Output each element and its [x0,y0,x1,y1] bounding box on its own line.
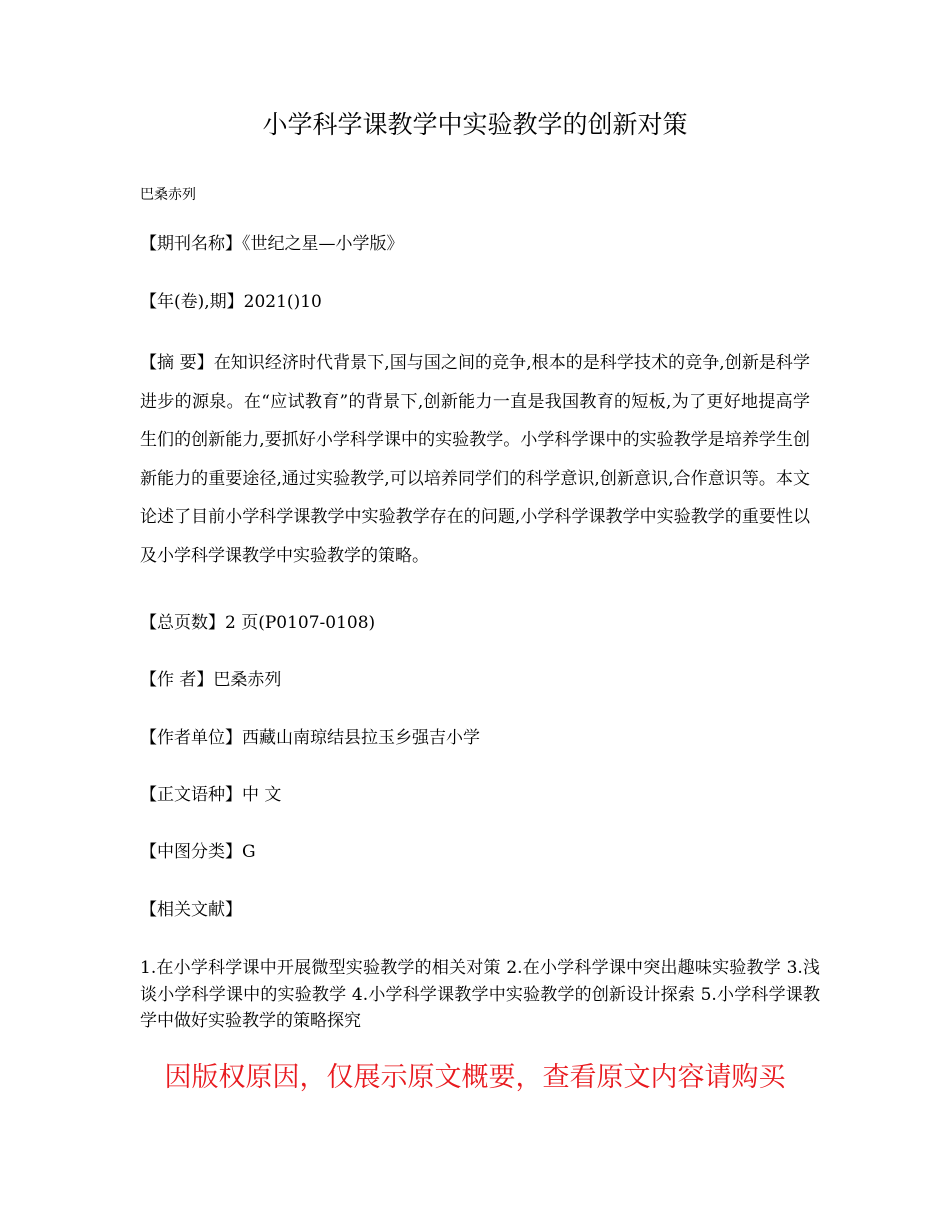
abstract-paragraph: 【摘 要】在知识经济时代背景下,国与国之间的竞争,根本的是科学技术的竞争,创新是科学进步的源泉。在“应试教育”的背景下,创新能力一直是我国教育的短板,为了更好地提高学生们的创新能力,要抓好小学科学课中的实验教学。小学科学课中的实验教学是培养学生创新能力的重要途径,通过实验教学,可以培养同学们的科学意识,创新意识,合作意识等。本文论述了目前小学科学课教学中实验教学存在的问题,小学科学课教学中实验教学的重要性以及小学科学课教学中实验教学的策略。 [140,353,810,566]
volume-issue-field: 【年(卷),期】2021()10 [140,292,322,312]
affiliation-field: 【作者单位】西藏山南琼结县拉玉乡强吉小学 [140,728,480,748]
language-field: 【正文语种】中 文 [140,785,282,805]
page-title: 小学科学课教学中实验教学的创新对策 [262,110,688,139]
copyright-notice: 因版权原因，仅展示原文概要，查看原文内容请购买 [164,1062,786,1093]
total-pages-field: 【总页数】2 页(P0107-0108) [140,613,376,633]
classification-field: 【中图分类】G [140,842,256,862]
journal-name-field: 【期刊名称】《世纪之星—小学版》 [140,234,404,254]
related-literature-list: 1.在小学科学课中开展微型实验教学的相关对策 2.在小学科学课中突出趣味实验教学 3.浅谈小学科学课中的实验教学 4.小学科学课教学中实验教学的创新设计探索 5.小学科学课教学中做好实验教学的策略探究 [140,958,820,1031]
author-line: 巴桑赤列 [140,187,196,203]
related-heading: 【相关文献】 [140,900,242,920]
author-field: 【作 者】巴桑赤列 [140,670,282,690]
